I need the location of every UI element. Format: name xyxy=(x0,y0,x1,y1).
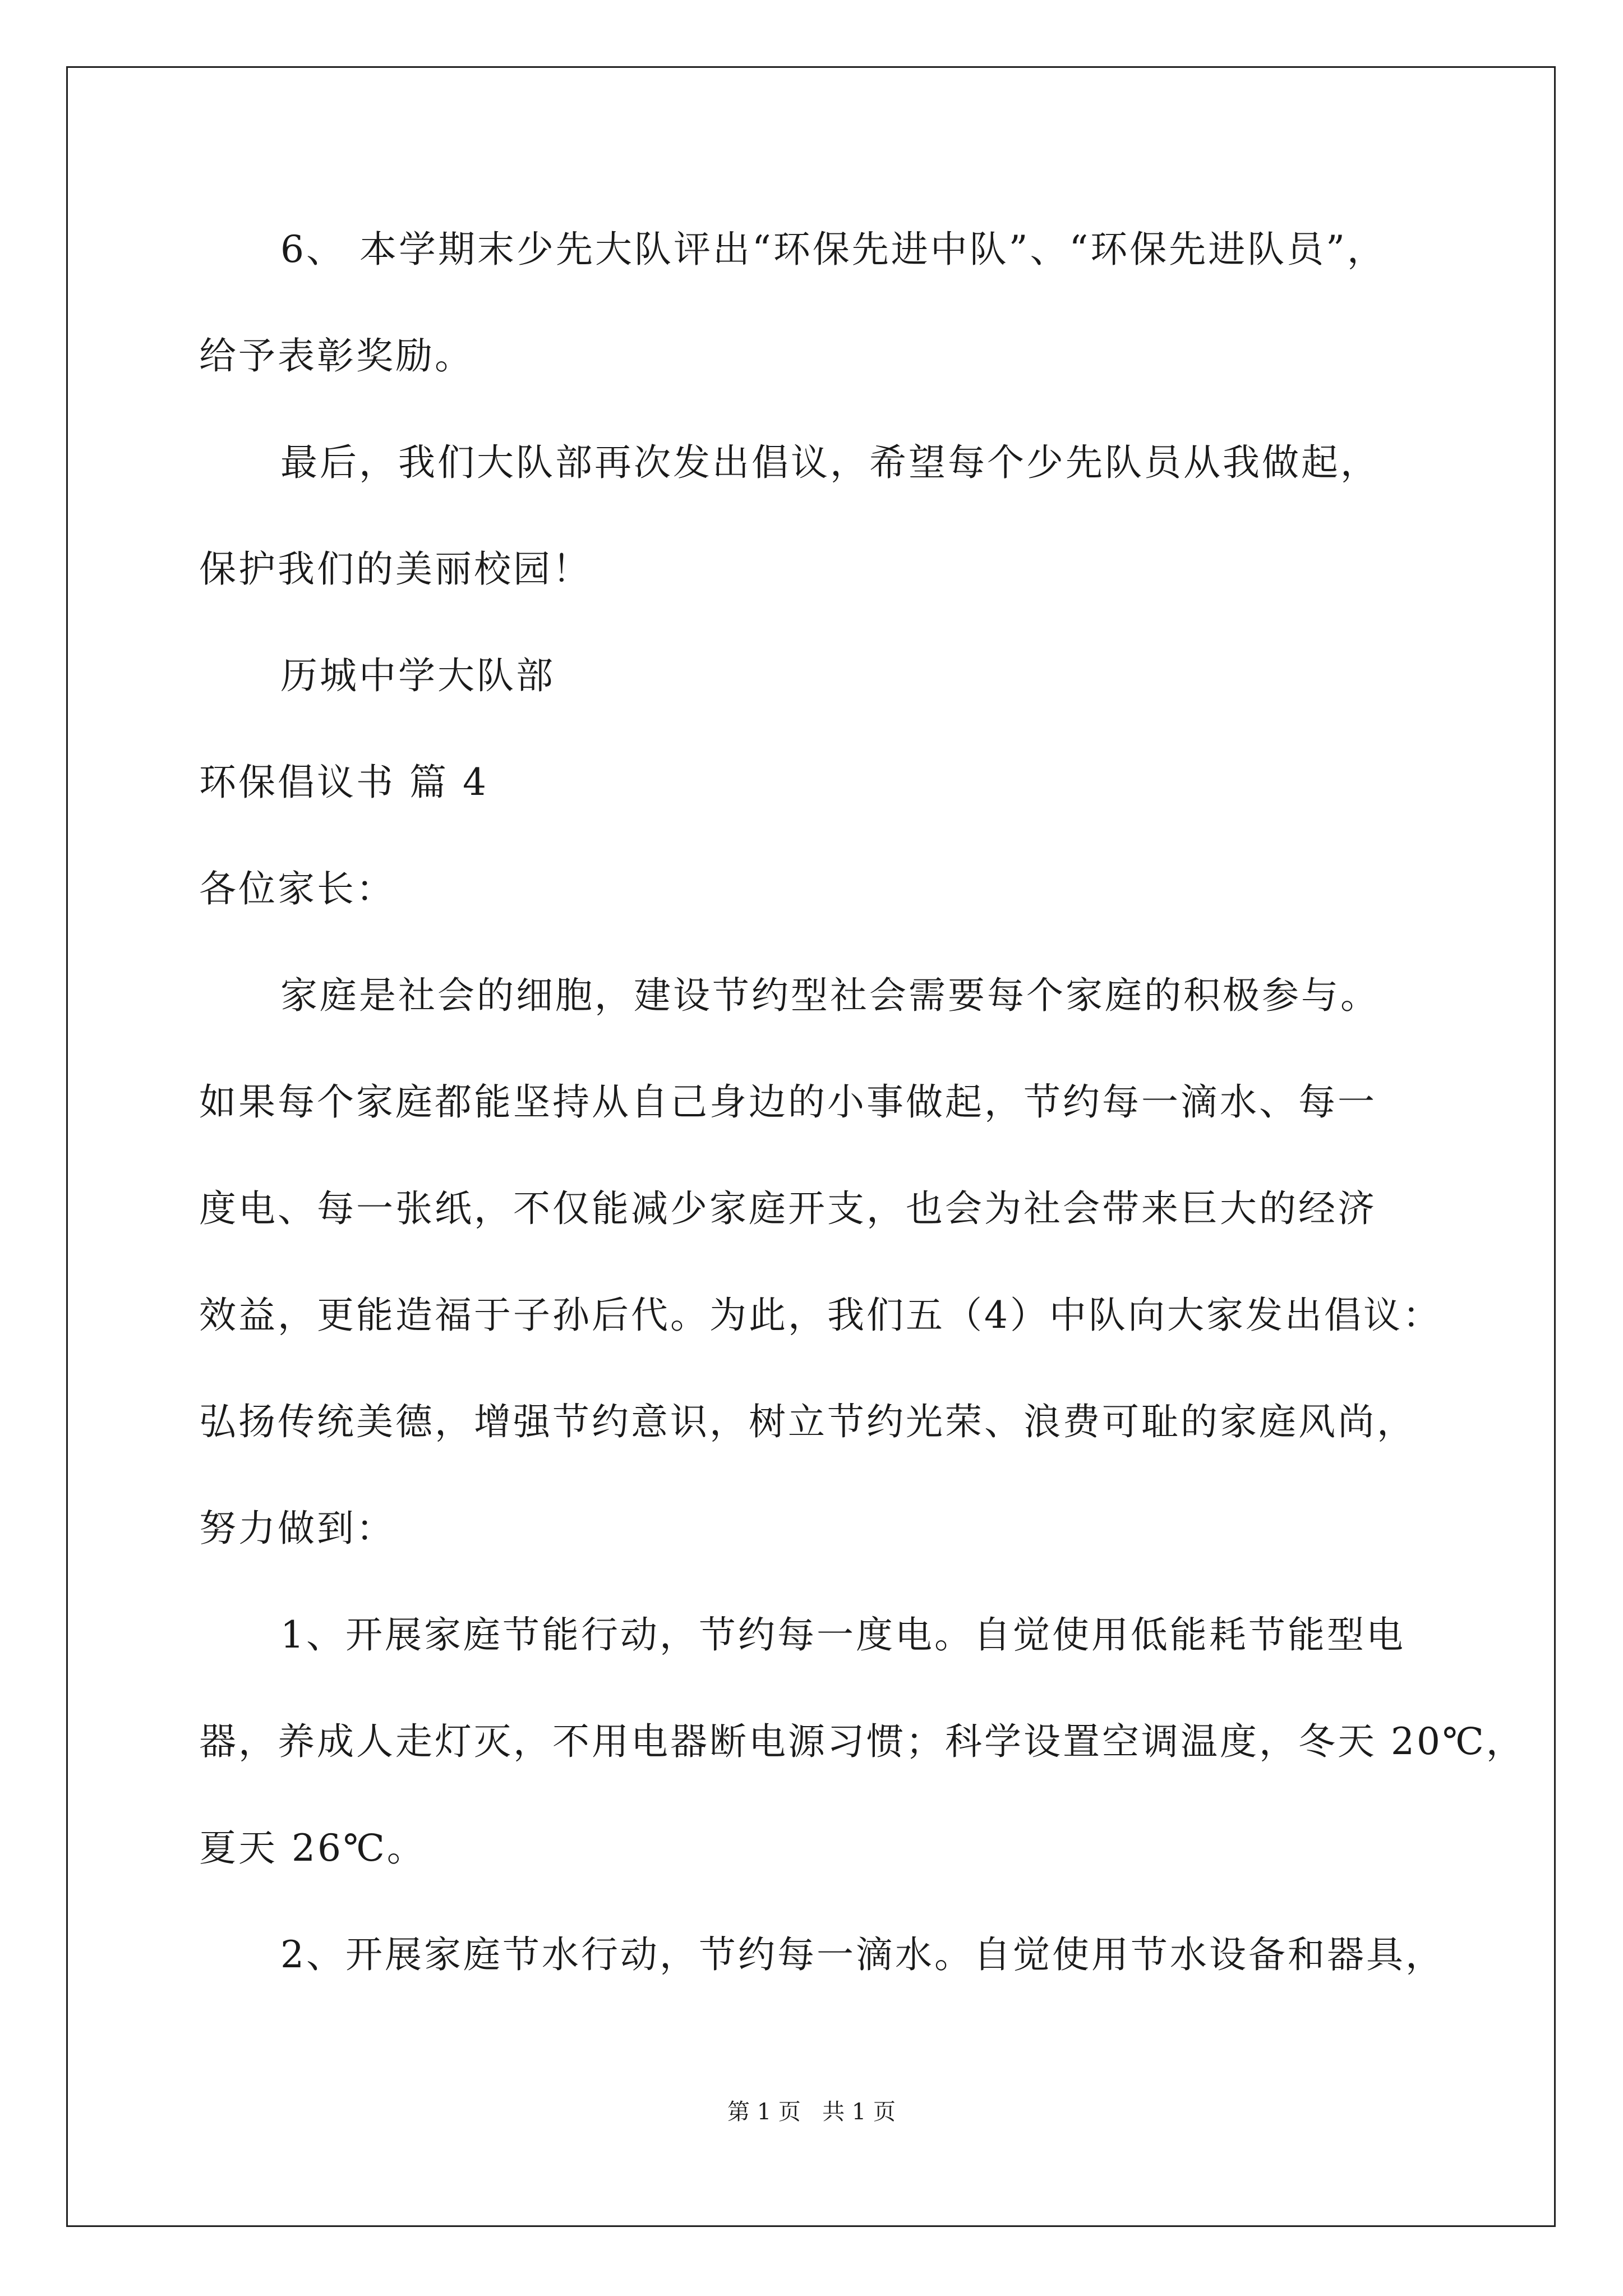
paragraph-line: 夏天 26℃。 xyxy=(199,1826,426,1870)
paragraph-line: 如果每个家庭都能坚持从自己身边的小事做起，节约每一滴水、每一 xyxy=(199,1080,1377,1124)
paragraph-line: 努力做到： xyxy=(199,1507,395,1550)
paragraph-line: 家庭是社会的细胞，建设节约型社会需要每个家庭的积极参与。 xyxy=(280,974,1380,1017)
paragraph-line: 效益，更能造福于子孙后代。为此，我们五（4）中队向大家发出倡议： xyxy=(199,1294,1442,1337)
page-border xyxy=(66,66,1556,2227)
paragraph-line: 度电、每一张纸，不仅能减少家庭开支，也会为社会带来巨大的经济 xyxy=(199,1187,1377,1230)
salutation: 各位家长： xyxy=(199,867,395,910)
paragraph-line: 器，养成人走灯灭，不用电器断电源习惯；科学设置空调温度，冬天 20℃， xyxy=(199,1720,1525,1763)
paragraph-line: 保护我们的美丽校园！ xyxy=(199,547,592,591)
paragraph-line: 弘扬传统美德，增强节约意识，树立节约光荣、浪费可耻的家庭风尚， xyxy=(199,1400,1416,1443)
signature-line: 历城中学大队部 xyxy=(280,654,555,697)
paragraph-line: 最后，我们大队部再次发出倡议，希望每个少先队员从我做起， xyxy=(280,441,1380,484)
paragraph-line: 给予表彰奖励。 xyxy=(199,334,474,378)
paragraph-line: 1、开展家庭节能行动，节约每一度电。自觉使用低能耗节能型电 xyxy=(280,1613,1405,1657)
section-heading: 环保倡议书 篇 4 xyxy=(199,761,488,804)
page-footer: 第 1 页 共 1 页 xyxy=(727,2099,896,2125)
paragraph-line: 6、 本学期末少先大队评出“环保先进中队”、“环保先进队员”， xyxy=(280,228,1386,271)
paragraph-line: 2、开展家庭节水行动，节约每一滴水。自觉使用节水设备和器具， xyxy=(280,1933,1445,1976)
